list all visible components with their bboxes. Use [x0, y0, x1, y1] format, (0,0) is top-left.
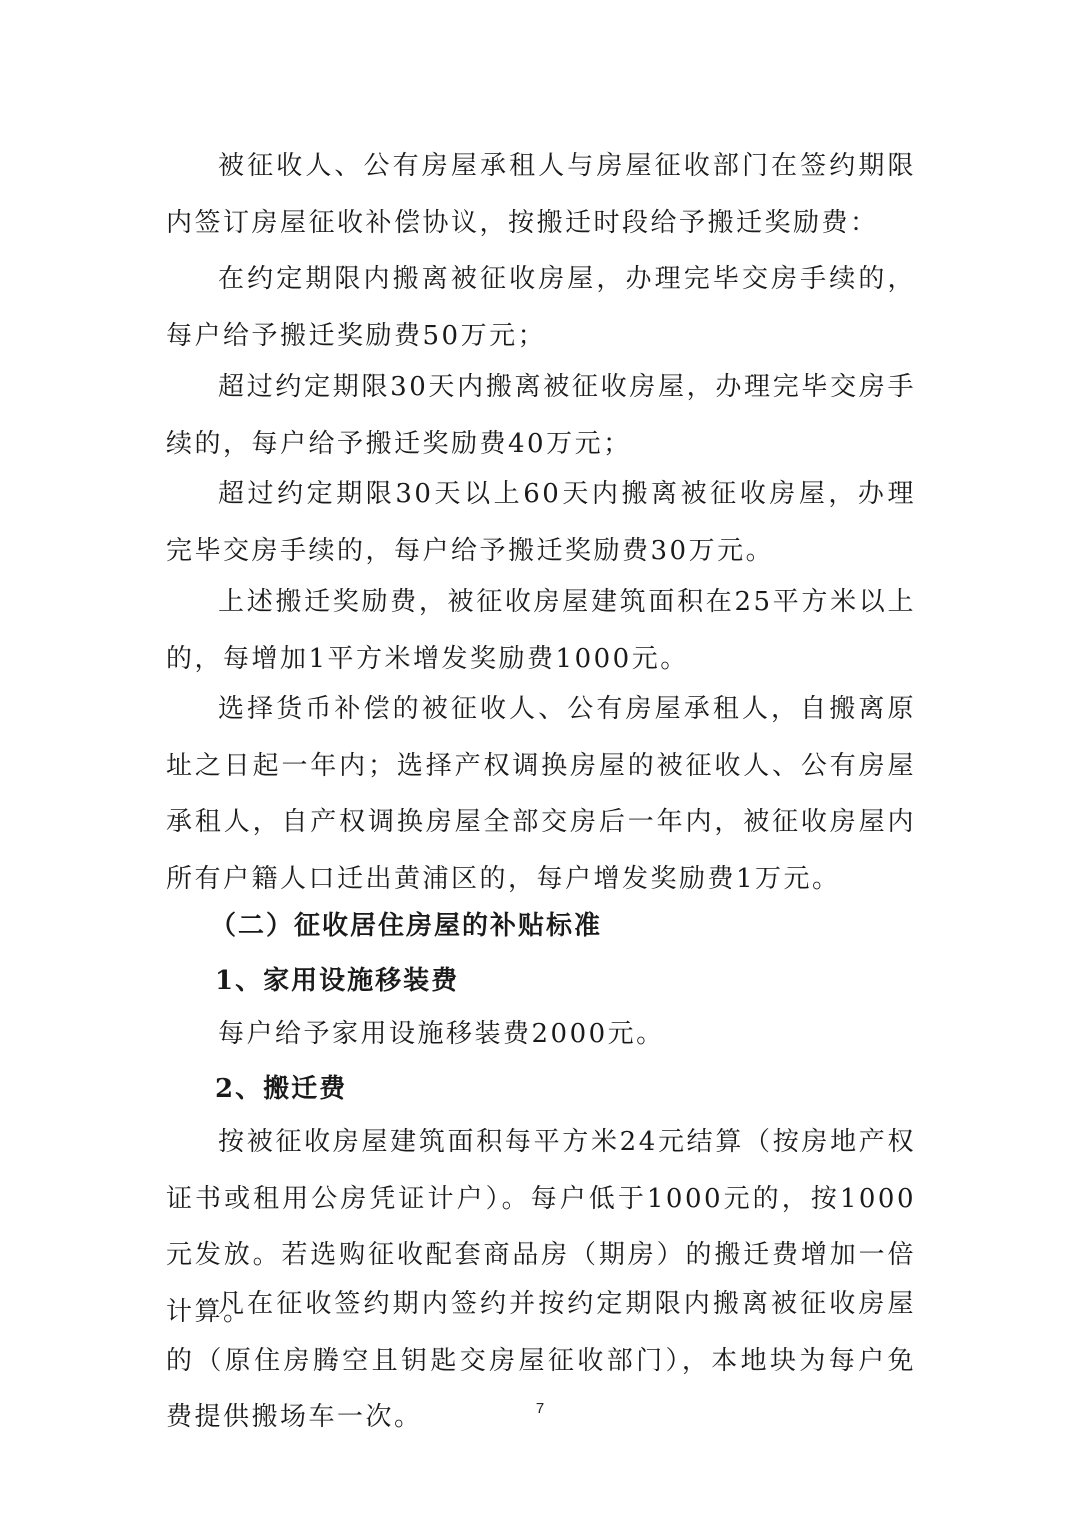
- item-heading-facility-relocation: 1、家用设施移装费: [215, 966, 460, 996]
- item-heading-moving-fee: 2、搬迁费: [215, 1074, 348, 1104]
- paragraph-moving-truck: 凡在征收签约期内签约并按约定期限内搬离被征收房屋的（原住房腾空且钥匙交房屋征收部门），本地块为每户免费提供搬场车一次。: [166, 1289, 916, 1432]
- page-number: 7: [535, 1400, 545, 1417]
- paragraph-facility-relocation-fee: 每户给予家用设施移装费2000元。: [218, 1019, 665, 1049]
- paragraph-incentive-tier-2: 超过约定期限30天内搬离被征收房屋，办理完毕交房手续的，每户给予搬迁奖励费40万元；: [166, 372, 916, 459]
- paragraph-incentive-tier-3: 超过约定期限30天以上60天内搬离被征收房屋，办理完毕交房手续的，每户给予搬迁奖励费30万元。: [166, 479, 916, 566]
- paragraph-incentive-intro: 被征收人、公有房屋承租人与房屋征收部门在签约期限内签订房屋征收补偿协议，按搬迁时段给予搬迁奖励费：: [166, 151, 916, 238]
- paragraph-incentive-tier-1: 在约定期限内搬离被征收房屋，办理完毕交房手续的，每户给予搬迁奖励费50万元；: [166, 264, 916, 351]
- section-heading: （二）征收居住房屋的补贴标准: [210, 911, 603, 941]
- paragraph-household-bonus: 选择货币补偿的被征收人、公有房屋承租人，自搬离原址之日起一年内；选择产权调换房屋的被征收人、公有房屋承租人，自产权调换房屋全部交房后一年内，被征收房屋内所有户籍人口迁出黄浦区的，每户增发奖励费1万元。: [166, 694, 916, 894]
- paragraph-area-bonus: 上述搬迁奖励费，被征收房屋建筑面积在25平方米以上的，每增加1平方米增发奖励费1000元。: [166, 587, 916, 674]
- paragraph-moving-fee-calculation: 按被征收房屋建筑面积每平方米24元结算（按房地产权证书或租用公房凭证计户）。每户低于1000元的，按1000元发放。若选购征收配套商品房（期房）的搬迁费增加一倍计算。: [166, 1127, 916, 1327]
